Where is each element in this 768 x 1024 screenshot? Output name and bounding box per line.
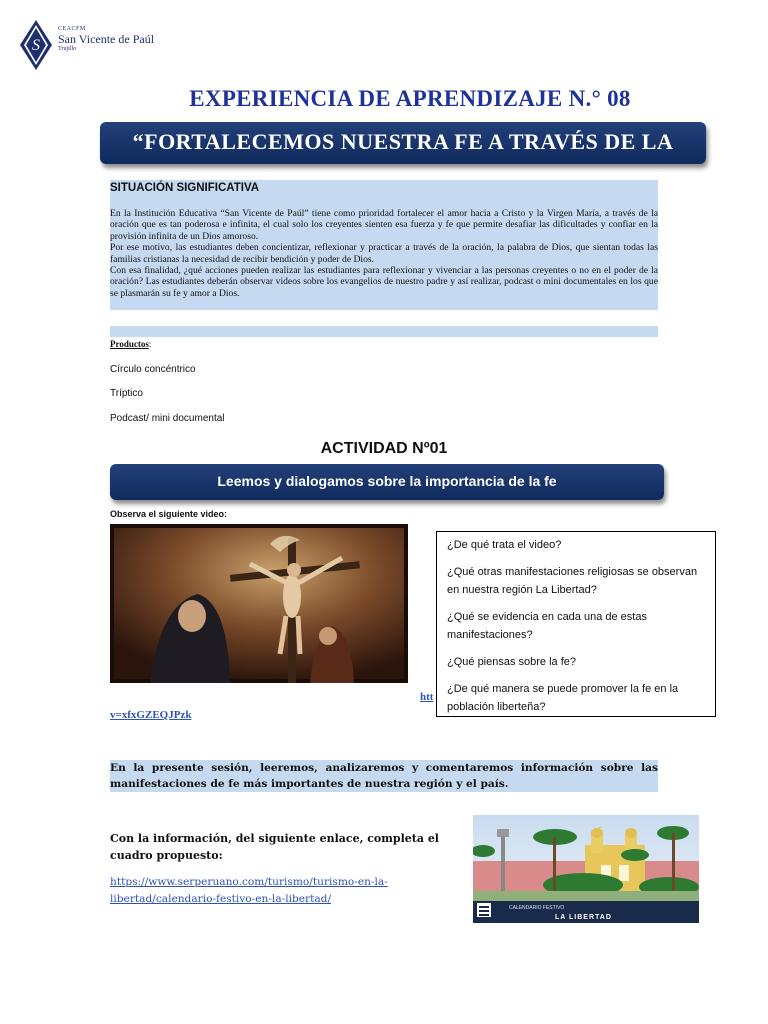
logo-school-name: San Vicente de Paúl — [58, 32, 155, 46]
questions-box — [436, 531, 716, 717]
title-banner-text: “FORTALECEMOS NUESTRA FE A TRAVÉS DE LA — [132, 129, 674, 154]
producto-item: Tríptico — [110, 388, 143, 399]
crucifixion-painting-image — [110, 524, 408, 683]
video-link-fragment[interactable]: v=xfxGZEQJPzk — [110, 709, 192, 721]
photo-caption-small: CALENDARIO FESTIVO — [509, 905, 565, 911]
situacion-paragraph-2: Por ese motivo, las estudiantes deben concientizar, reflexionar y practicar a través de la oración, la palabra de Dios, que sientan todas las familias cristianas la necesidad de recibir bendición y poder de Dios. — [110, 242, 658, 265]
svg-text:S: S — [32, 37, 40, 54]
question-item: ¿Qué se evidencia en cada una de estas manifestaciones? — [447, 611, 647, 641]
producto-item: Podcast/ mini documental — [110, 413, 225, 424]
activity-banner — [110, 464, 664, 500]
producto-item: Círculo concéntrico — [110, 364, 196, 375]
plaza-cathedral-image — [473, 815, 699, 923]
session-description: En la presente sesión, leeremos, analizaremos y comentaremos información sobre las manifestaciones de fe más importantes de nuestra región y el país. — [110, 762, 658, 790]
photo-caption-big: LA LIBERTAD — [555, 914, 612, 921]
shield-crest-icon — [18, 18, 54, 72]
productos-label — [110, 339, 151, 349]
question-item: ¿Qué piensas sobre la fe? — [447, 656, 577, 668]
situacion-paragraph-1: En la Institución Educativa “San Vicente de Paúl” tiene como prioridad fortalecer el amor hacia a Cristo y la Virgen María, a través de la oración que es tan poderosa e infinita, el cual solo los creyentes sienten esa fuerza y fe que permite desafiar las dificultades y confiar en la provisión infinita de un Dios amoroso. — [110, 208, 658, 242]
situacion-heading: SITUACIÓN SIGNIFICATIVA — [110, 182, 260, 194]
situacion-paragraph-3: Con esa finalidad, ¿qué acciones pueden realizar las estudiantes para reflexionar y vivenciar a las personas creyentes o no en el poder de la oración? Las estudiantes deberán observar videos sobre los evangelios de nuestro padre y así realizar, podcast o mini documentales en los que se plasmarán su fe y amor a Dios. — [110, 265, 658, 299]
question-item: ¿De qué manera se puede promover la fe en la población liberteña? — [447, 683, 679, 713]
la-libertad-photo — [473, 815, 699, 923]
video-thumbnail[interactable] — [110, 524, 408, 683]
highlight-strip — [110, 326, 658, 337]
situacion-body — [110, 208, 658, 299]
productos-colon: : — [148, 339, 152, 349]
observa-label: Observa el siguiente video: — [110, 509, 228, 519]
logo-city: Trujillo — [58, 46, 77, 52]
video-link-fragment[interactable]: htt — [420, 691, 434, 703]
logo-acronym: CEACFM — [58, 26, 86, 32]
title-banner — [100, 122, 706, 164]
page-title: EXPERIENCIA DE APRENDIZAJE N.° 08 — [189, 86, 631, 111]
activity-banner-text: Leemos y dialogamos sobre la importancia de la fe — [217, 473, 557, 489]
actividad-heading: ACTIVIDAD Nº01 — [320, 440, 448, 457]
question-item: ¿Qué otras manifestaciones religiosas se observan en nuestra región La Libertad? — [447, 566, 698, 596]
school-logo — [18, 18, 155, 72]
question-item: ¿De qué trata el video? — [447, 539, 562, 551]
productos-label-text: Productos — [110, 339, 149, 349]
calendar-link[interactable]: https://www.serperuano.com/turismo/turismo-en-la-libertad/calendario-festivo-en-la-libertad/ — [110, 876, 388, 905]
situacion-significativa-box — [110, 180, 658, 310]
instructions-text: Con la información, del siguiente enlace, completa el cuadro propuesto: — [110, 832, 439, 862]
